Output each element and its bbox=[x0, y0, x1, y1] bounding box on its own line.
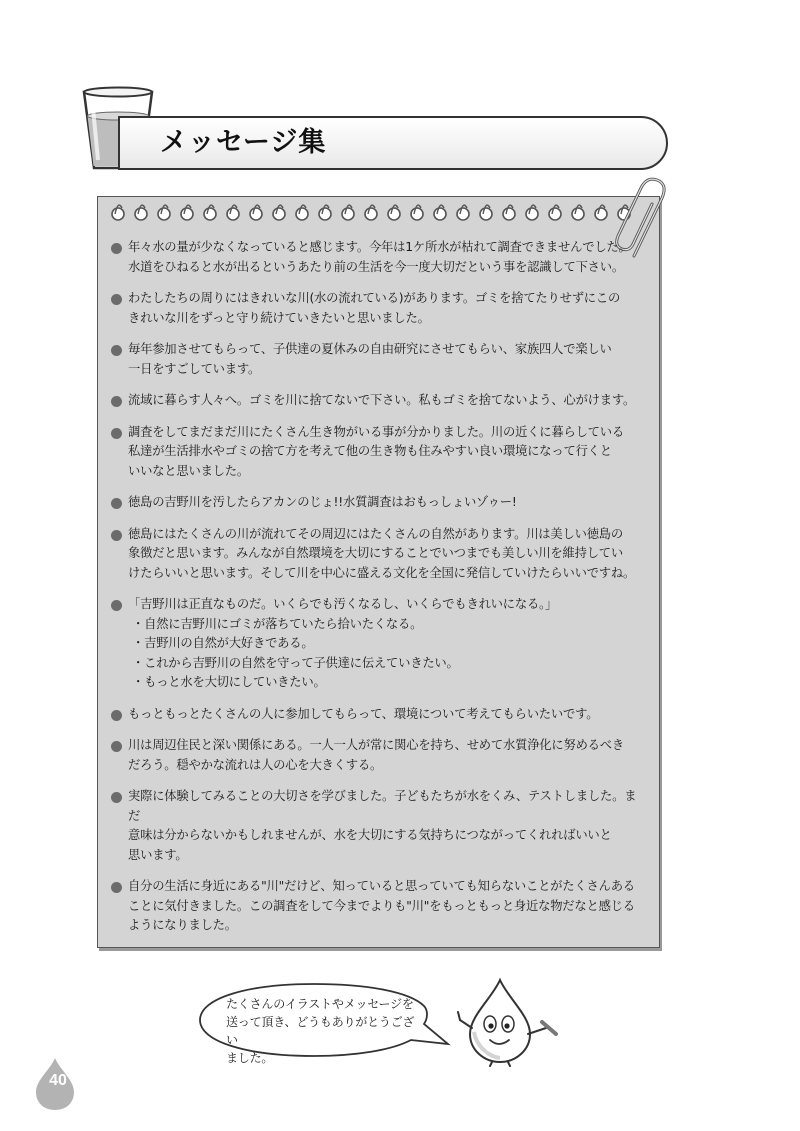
bullet-icon bbox=[111, 345, 122, 356]
bubble-line: たくさんのイラストやメッセージを bbox=[226, 997, 414, 1011]
message-line: 年々水の量が少なくなっていると感じます。今年は1ケ所水が枯れて調査できませんでした。 bbox=[128, 240, 631, 254]
message-item bbox=[111, 289, 646, 328]
sub-item: ・吉野川の自然が大好きである。 bbox=[132, 636, 314, 650]
bullet-icon bbox=[111, 243, 122, 254]
message-line: 実際に体験してみることの大切さを学びました。子どもたちが水をくみ、テストしました。まだ bbox=[128, 789, 637, 823]
bullet-icon bbox=[111, 428, 122, 439]
message-line: けたらいいと思います。そして川を中心に盛える文化を全国に発信していけたらいいですね。 bbox=[128, 565, 636, 580]
notepad-ring bbox=[250, 208, 262, 220]
bullet-icon bbox=[111, 792, 122, 803]
sub-list bbox=[128, 615, 646, 693]
message-item bbox=[111, 238, 646, 277]
bullet-icon bbox=[111, 396, 122, 407]
message-line: 一日をすごしています。 bbox=[128, 361, 261, 376]
message-item bbox=[111, 340, 646, 379]
message-item bbox=[111, 525, 646, 584]
message-list bbox=[111, 238, 646, 948]
bubble-line: ました。 bbox=[226, 1051, 274, 1065]
notepad-ring bbox=[365, 208, 377, 220]
message-line: 水道をひねると水が出るというあたり前の生活を今一度大切だという事を認識して下さい。 bbox=[128, 259, 624, 274]
message-line: ことに気付きました。この調査をして今までよりも"川"をもっともっと身近な物だなと感じる bbox=[128, 898, 635, 913]
notepad-ring bbox=[526, 208, 538, 220]
notepad-ring bbox=[572, 208, 584, 220]
sub-item: ・自然に吉野川にゴミが落ちていたら拾いたくなる。 bbox=[132, 616, 423, 631]
notepad-ring bbox=[503, 208, 515, 220]
notepad-ring bbox=[342, 208, 354, 220]
notepad-ring bbox=[457, 208, 469, 220]
notepad-ring bbox=[227, 208, 239, 220]
message-line: もっともっとたくさんの人に参加してもらって、環境について考えてもらいたいです。 bbox=[128, 706, 599, 721]
bullet-icon bbox=[111, 530, 122, 541]
message-item bbox=[111, 391, 646, 411]
message-item bbox=[111, 705, 646, 725]
message-line: わたしたちの周りにはきれいな川(水の流れている)があります。ゴミを捨てたりせずにこの bbox=[128, 291, 621, 305]
sub-item: ・もっと水を大切にしていきたい。 bbox=[132, 675, 326, 689]
message-line: 流域に暮らす人々へ。ゴミを川に捨てないで下さい。私もゴミを捨てないよう、心がけます。 bbox=[128, 393, 636, 407]
message-item bbox=[111, 493, 646, 513]
bubble-line: 送って頂き、どうもありがとうござい bbox=[226, 1015, 415, 1047]
message-line: 川は周辺住民と深い関係にある。一人一人が常に関心を持ち、せめて水質浄化に努めるべき bbox=[128, 738, 624, 752]
notepad-ring bbox=[388, 208, 400, 220]
notepad-ring bbox=[112, 208, 124, 220]
message-line: いいなと思いました。 bbox=[128, 463, 249, 478]
message-line: ようになりました。 bbox=[128, 918, 237, 932]
notepad-ring bbox=[181, 208, 193, 220]
message-line: 意味は分からないかもしれませんが、水を大切にする気持ちにつながってくれればいいと bbox=[128, 828, 612, 842]
message-line: 徳島にはたくさんの川が流れてその周辺にはたくさんの自然があります。川は美しい徳島の bbox=[128, 526, 623, 541]
bullet-icon bbox=[111, 600, 122, 611]
notepad-ring bbox=[549, 208, 561, 220]
notepad-ring bbox=[158, 208, 170, 220]
message-item bbox=[111, 736, 646, 775]
message-line: きれいな川をずっと守り続けていきたいと思いました。 bbox=[128, 310, 430, 325]
message-item bbox=[111, 595, 646, 693]
bullet-icon bbox=[111, 498, 122, 509]
bullet-icon bbox=[111, 710, 122, 721]
notepad-ring bbox=[595, 208, 607, 220]
message-item bbox=[111, 787, 646, 865]
notepad-rings bbox=[108, 200, 648, 222]
water-drop-mascot-icon bbox=[452, 976, 562, 1068]
notepad-ring bbox=[411, 208, 423, 220]
message-line: 象徴だと思います。みんなが自然環境を大切にすることでいつまでも美しい川を維持してい bbox=[128, 546, 623, 560]
speech-bubble-text bbox=[226, 995, 426, 1067]
page-title: メッセージ集 bbox=[160, 127, 327, 158]
notepad-ring bbox=[319, 208, 331, 220]
message-line: 調査をしてまだまだ川にたくさん生き物がいる事が分かりました。川の近くに暮らしている bbox=[128, 424, 624, 439]
message-line: 毎年参加させてもらって、子供達の夏休みの自由研究にさせてもらい、家族四人で楽しい bbox=[128, 342, 612, 356]
notepad-ring bbox=[204, 208, 216, 220]
notepad-ring bbox=[480, 208, 492, 220]
message-line: だろう。穏やかな流れは人の心を大きくする。 bbox=[128, 757, 383, 772]
message-line: 徳島の吉野川を汚したらアカンのじょ!!水質調査はおもっしょいゾゥー! bbox=[128, 495, 517, 509]
bullet-icon bbox=[111, 882, 122, 893]
message-line: 私達が生活排水やゴミの捨て方を考えて他の生き物も住みやすい良い環境になって行くと bbox=[128, 444, 612, 458]
message-item bbox=[111, 877, 646, 936]
message-line: 自分の生活に身近にある"川"だけど、知っていると思っていても知らないことがたくさんある bbox=[128, 879, 635, 893]
notepad-ring bbox=[135, 208, 147, 220]
notepad-ring bbox=[434, 208, 446, 220]
notepad-ring bbox=[296, 208, 308, 220]
bullet-icon bbox=[111, 741, 122, 752]
notepad-ring bbox=[273, 208, 285, 220]
message-line: 思います。 bbox=[128, 847, 188, 862]
sub-item: ・これから吉野川の自然を守って子供達に伝えていきたい。 bbox=[132, 655, 459, 670]
page-number: 40 bbox=[49, 1072, 67, 1089]
bullet-icon bbox=[111, 294, 122, 305]
message-item bbox=[111, 423, 646, 482]
message-line: 「吉野川は正直なものだ。いくらでも汚くなるし、いくらでもきれいになる。」 bbox=[128, 597, 558, 611]
